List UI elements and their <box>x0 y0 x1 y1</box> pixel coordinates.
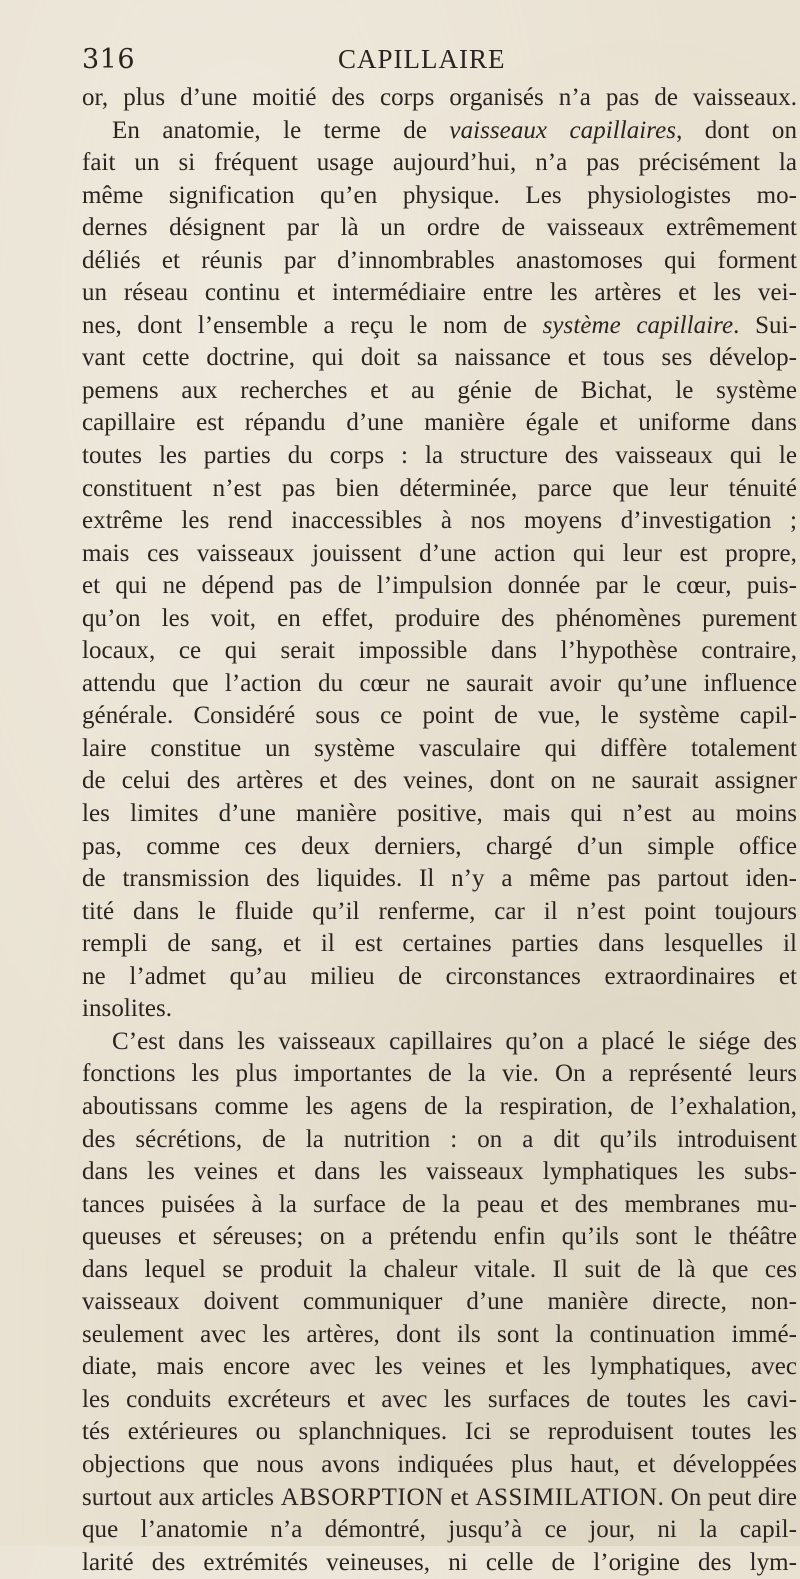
text-line: ne l’admet qu’au milieu de circonstances extraordinaires et <box>82 962 797 990</box>
page-number: 316 <box>82 44 136 75</box>
text-line: dernes désignent par là un ordre de vaisseaux extrêmement <box>82 214 797 242</box>
text-line: dans lequel se produit la chaleur vitale. Il suit de là que ces <box>82 1255 797 1283</box>
text-line: pas, comme ces deux derniers, chargé d’un simple office <box>82 832 797 860</box>
text-line: objections que nous avons indiquées plus haut, et développées <box>82 1450 797 1478</box>
text-line: rempli de sang, et il est certaines parties dans lesquelles il <box>82 930 797 958</box>
text-line: surtout aux articles ABSORPTION et ASSIMILATION. On peut dire <box>82 1483 798 1511</box>
text-line: aboutissans comme les agens de la respiration, de l’exhalation, <box>82 1092 797 1120</box>
text-line: un réseau continu et intermédiaire entre les artères et les vei- <box>82 279 797 307</box>
text-line: de transmission des liquides. Il n’y a même pas partout iden- <box>82 865 797 893</box>
text-line: queuses et séreuses; on a prétendu enfin qu’ils sont le théâtre <box>82 1223 797 1251</box>
text-line: déliés et réunis par d’innombrables anastomoses qui forment <box>82 246 797 274</box>
text-line: les limites d’une manière positive, mais qui n’est au moins <box>82 800 797 828</box>
running-head <box>0 44 800 84</box>
text-line: capillaire est répandu d’une manière égale et uniforme dans <box>82 409 797 437</box>
text-line: insolites. <box>82 995 173 1023</box>
text-line: tés extérieures ou splanchniques. Ici se reproduisent toutes les <box>82 1418 797 1446</box>
text-line: pemens aux recherches et au génie de Bichat, le système <box>82 376 797 404</box>
text-line: laire constitue un système vasculaire qui diffère totalement <box>82 734 797 762</box>
text-line: même signification qu’en physique. Les physiologistes mo- <box>82 181 797 209</box>
text-line: qu’on les voit, en effet, produire des phénomènes purement <box>82 604 797 632</box>
text-line: constituent n’est pas bien déterminée, parce que leur ténuité <box>82 474 797 502</box>
text-line: toutes les parties du corps : la structure des vaisseaux qui le <box>82 442 797 470</box>
text-line: or, plus d’une moitié des corps organisés n’a pas de vaisseaux. <box>82 84 797 111</box>
text-line: que l’anatomie n’a démontré, jusqu’à ce jour, ni la capil- <box>82 1516 797 1544</box>
text-line: vant cette doctrine, qui doit sa naissance et tous ses dévelop- <box>82 344 797 372</box>
text-line: nes, dont l’ensemble a reçu le nom de système capillaire. Sui- <box>82 311 797 339</box>
text-line: locaux, ce qui serait impossible dans l’hypothèse contraire, <box>82 637 797 665</box>
text-line: générale. Considéré sous ce point de vue, le système capil- <box>82 702 797 730</box>
text-line: des sécrétions, de la nutrition : on a dit qu’ils introduisent <box>82 1125 797 1153</box>
text-line: fonctions les plus importantes de la vie. On a représenté leurs <box>82 1060 797 1088</box>
running-title: CAPILLAIRE <box>338 44 506 74</box>
text-line: dans les veines et dans les vaisseaux lymphatiques les subs- <box>82 1158 797 1186</box>
text-line: de celui des artères et des veines, dont on ne saurait assigner <box>82 767 797 795</box>
text-line: tances puisées à la surface de la peau et des membranes mu- <box>82 1190 797 1218</box>
text-line: fait un si fréquent usage aujourd’hui, n’a pas précisément la <box>82 149 797 177</box>
text-line: attendu que l’action du cœur ne saurait avoir qu’une influence <box>82 669 797 697</box>
text-line: larité des extrémités veineuses, ni celle de l’origine des lym- <box>82 1548 797 1576</box>
text-line: les conduits excréteurs et avec les surfaces de toutes les cavi- <box>82 1385 797 1413</box>
text-line: et qui ne dépend pas de l’impulsion donnée par le cœur, puis- <box>82 572 797 600</box>
text-line: vaisseaux doivent communiquer d’une manière directe, non- <box>82 1288 797 1316</box>
text-line: extrême les rend inaccessibles à nos moyens d’investigation ; <box>82 507 797 535</box>
text-line: C’est dans les vaisseaux capillaires qu’on a placé le siége des <box>112 1027 797 1055</box>
text-line: seulement avec les artères, dont ils sont la continuation immé- <box>82 1320 797 1348</box>
text-line: En anatomie, le terme de vaisseaux capillaires, dont on <box>112 116 797 144</box>
text-line: mais ces vaisseaux jouissent d’une action qui leur est propre, <box>82 539 797 567</box>
text-line: tité dans le fluide qu’il renferme, car il n’est point toujours <box>82 897 797 925</box>
text-line: diate, mais encore avec les veines et les lymphatiques, avec <box>82 1353 797 1381</box>
body-text <box>82 82 797 1579</box>
